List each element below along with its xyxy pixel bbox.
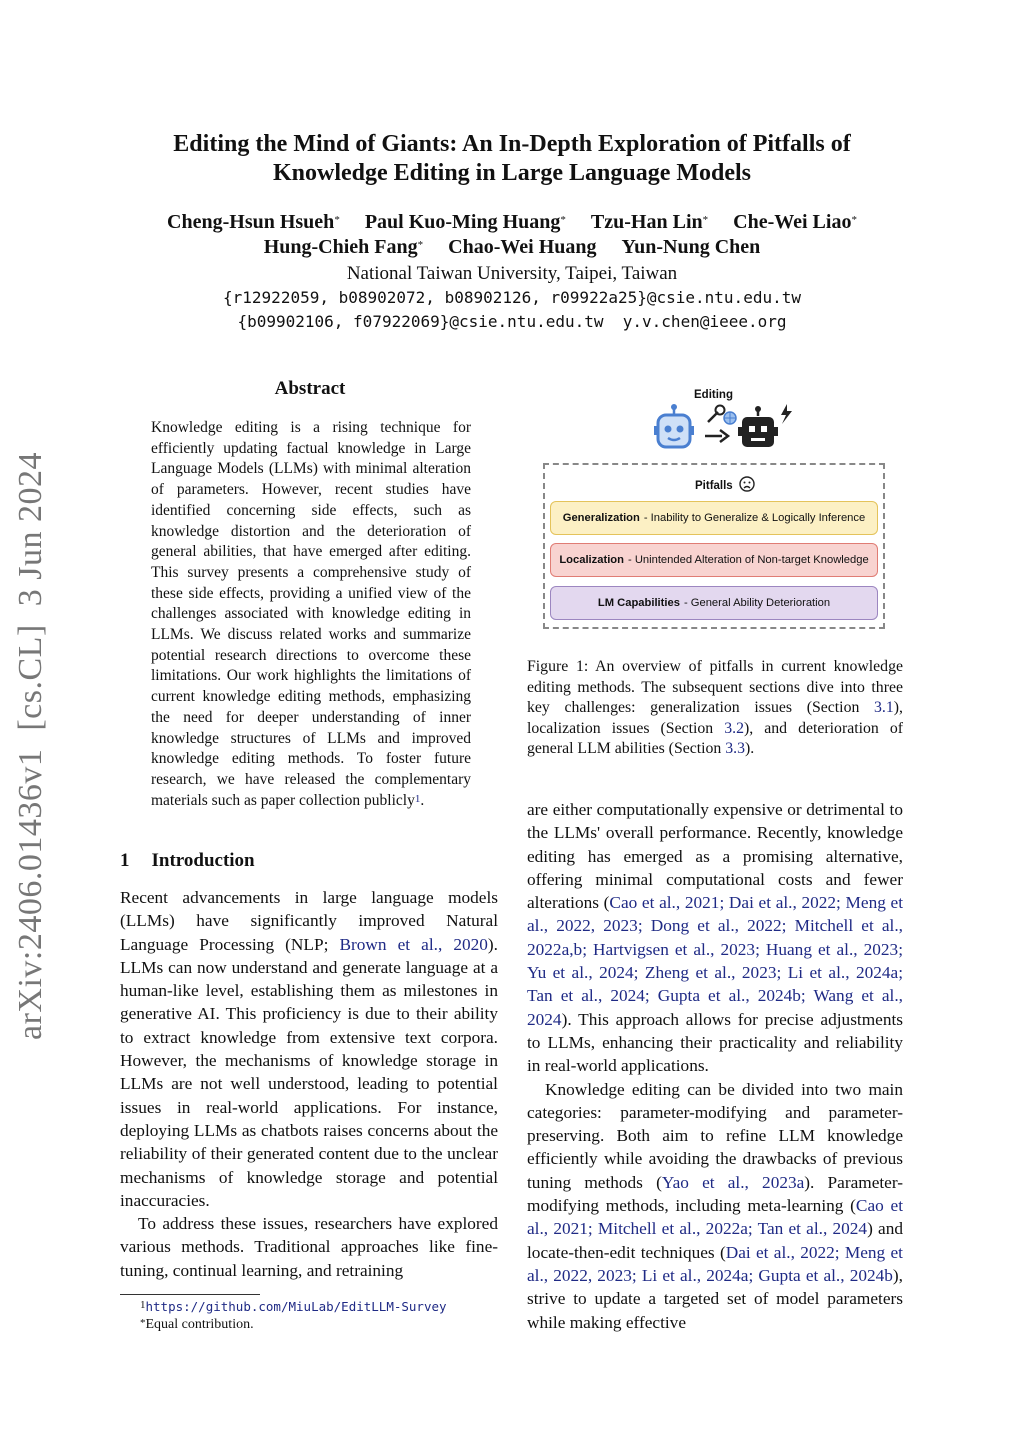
figure-editing-label: Editing — [694, 389, 733, 401]
arrow-right-icon — [705, 430, 728, 442]
pitfalls-label: Pitfalls — [695, 476, 755, 492]
robot-after-icon — [738, 406, 778, 447]
paragraph: To address these issues, researchers have explored various methods. Traditional approaches like fine-tuning, continual learning, and retraining — [120, 1214, 498, 1280]
citation-link[interactable]: Dai et al., 2022; Meng et al., 2022, 2023; Li et al., 2024a; Gupta et al., 2024b — [527, 1242, 903, 1285]
paragraph: Knowledge editing can be divided into two main categories: parameter-modifying and parameter-preserving. Both aim to refine LLM knowledge efficiently while avoiding the drawbacks of previous tuning methods (Yao et al., 2023a). Parameter-modifying methods, including meta-learning (Cao et al., 2021; Mitchell et al., 2022a; Tan et al., 2024) and locate-then-edit techniques (Dai et al., 2022; Meng et al., 2022, 2023; Li et al., 2024a; Gupta et al., 2024b), strive to update a targeted set of model parameters while making effective — [527, 1079, 904, 1332]
author-row-1 — [100, 210, 924, 235]
footnote-divider — [120, 1294, 260, 1295]
email-line-1: {r12922059, b08902072, b08902126, r09922a25}@csie.ntu.edu.tw — [223, 288, 801, 307]
author: Tzu-Han Lin* — [590, 211, 709, 233]
lm-capabilities-box: LM Capabilities - General Ability Deterioration — [550, 586, 878, 620]
section-link[interactable]: 3.3 — [725, 740, 746, 758]
author: Hung-Chieh Fang* — [263, 236, 424, 258]
section-link[interactable]: 3.1 — [874, 699, 894, 717]
footnote-2: *Equal contribution. — [140, 1317, 254, 1332]
generalization-box: Generalization - Inability to Generalize & Logically Inference — [550, 501, 878, 535]
sad-face-icon — [739, 476, 755, 492]
editing-illustration — [650, 402, 800, 454]
author: Yun-Nung Chen — [621, 236, 761, 258]
citation-link[interactable]: Brown et al., 2020 — [339, 934, 488, 954]
section-heading: 1 Introduction — [120, 850, 255, 871]
abstract-heading: Abstract — [274, 378, 346, 399]
footnote-1: $^1$https://github.com/MiuLab/EditLLM-Survey — [140, 1299, 447, 1314]
brain-icon — [724, 412, 736, 424]
citation-link[interactable]: Yao et al., 2023a — [661, 1172, 805, 1192]
title-line-2: Knowledge Editing in Large Language Models — [272, 160, 752, 186]
paper-title — [100, 130, 924, 188]
figure-caption: Figure 1: An overview of pitfalls in current knowledge editing methods. The subsequent sections dive into three key challenges: generalization issues (Section 3.1), localization issues (Section 3.2), and deterioration of general LLM abilities (Section 3.3). — [527, 658, 903, 758]
author: Che-Wei Liao* — [733, 211, 857, 233]
author-row-2 — [100, 235, 924, 260]
author: Cheng-Hsun Hsueh* — [167, 211, 340, 233]
paragraph: Recent advancements in large language models (LLMs) have significantly improved Natural Language Processing (NLP; Brown et al., 2020). LLMs can now understand and generate language at a human-like level, establishing them as milestones in generative AI. This proficiency is due to their ability to extract knowledge from extensive text corpora. However, the mechanisms of knowledge storage in LLMs are not well understood, leading to potential issues in real-world applications. For instance, deploying LLMs as chatbots raises concerns about the reliability of their generated content due to the unclear mechanisms of knowledge storage and potential inaccuracies. — [120, 888, 498, 1210]
robot-before-icon — [654, 404, 694, 447]
arxiv-identifier: arXiv:2406.01436v1 [cs.CL] 3 Jun 2024 — [12, 451, 49, 1040]
email-line-2: {b09902106, f07922069}@csie.ntu.edu.tw y.v.chen@ieee.org — [237, 312, 787, 331]
lightning-icon — [781, 404, 792, 424]
abstract-body: Knowledge editing is a rising technique for efficiently updating factual knowledge in Large Language Models (LLMs) with minimal alteration of parameters. However, recent studies have identified concerning side effects, such as knowledge distortion and the deterioration of general abilities, that have emerged after editing. This survey presents a comprehensive study of these side effects, providing a unified view of the challenges associated with knowledge editing in LLMs. We discuss related works and summarize potential research directions to overcome these limitations. Our work highlights the limitations of current knowledge editing methods, emphasizing the need for deeper understanding of inner knowledge structures of LLMs and improved knowledge editing methods. To foster future research, we have released the complementary materials such as paper collection publicly$^1$. — [151, 419, 471, 809]
author: Paul Kuo-Ming Huang* — [364, 211, 566, 233]
title-line-1: Editing the Mind of Giants: An In-Depth Exploration of Pitfalls of — [173, 131, 851, 157]
affiliation: National Taiwan University, Taipei, Taiwan — [346, 263, 678, 284]
citation-link[interactable]: Cao et al., 2021; Dai et al., 2022; Meng et al., 2022, 2023; Dong et al., 2022; Mitchell et al., 2022a,b; Hartvigsen et al., 2023; Huang et al., 2023; Yu et al., 2024; Zheng et al., 2023; Li et al., 2024a; Tan et al., 2024; Gupta et al., 2024b; Wang et al., 2024 — [527, 893, 903, 1029]
repo-link[interactable]: https://github.com/MiuLab/EditLLM-Survey — [145, 1299, 447, 1314]
section-link[interactable]: 3.2 — [724, 719, 744, 737]
citation-link[interactable]: Cao et al., 2021; Mitchell et al., 2022a; Tan et al., 2024 — [527, 1196, 903, 1239]
localization-box: Localization - Unintended Alteration of Non-target Knowledge — [550, 543, 878, 577]
author-list — [100, 210, 924, 260]
author: Chao-Wei Huang — [448, 236, 597, 258]
paragraph: are either computationally expensive or detrimental to the LLMs' overall performance. Recently, knowledge editing has emerged as a promising alternative, offering minimal computational costs and fewer alterations (Cao et al., 2021; Dai et al., 2022; Meng et al., 2022, 2023; Dong et al., 2022; Mitchell et al., 2022a,b; Hartvigsen et al., 2023; Huang et al., 2023; Yu et al., 2024; Zheng et al., 2023; Li et al., 2024a; Tan et al., 2024; Gupta et al., 2024b; Wang et al., 2024). This approach allows for precise adjustments to LLMs, enhancing their practicality and reliability in real-world applications. — [527, 800, 903, 1076]
footnote-ref[interactable]: 1 — [414, 792, 421, 805]
intro-right-column — [527, 798, 903, 1334]
wrench-icon — [708, 406, 725, 423]
intro-left-column — [120, 886, 498, 1282]
